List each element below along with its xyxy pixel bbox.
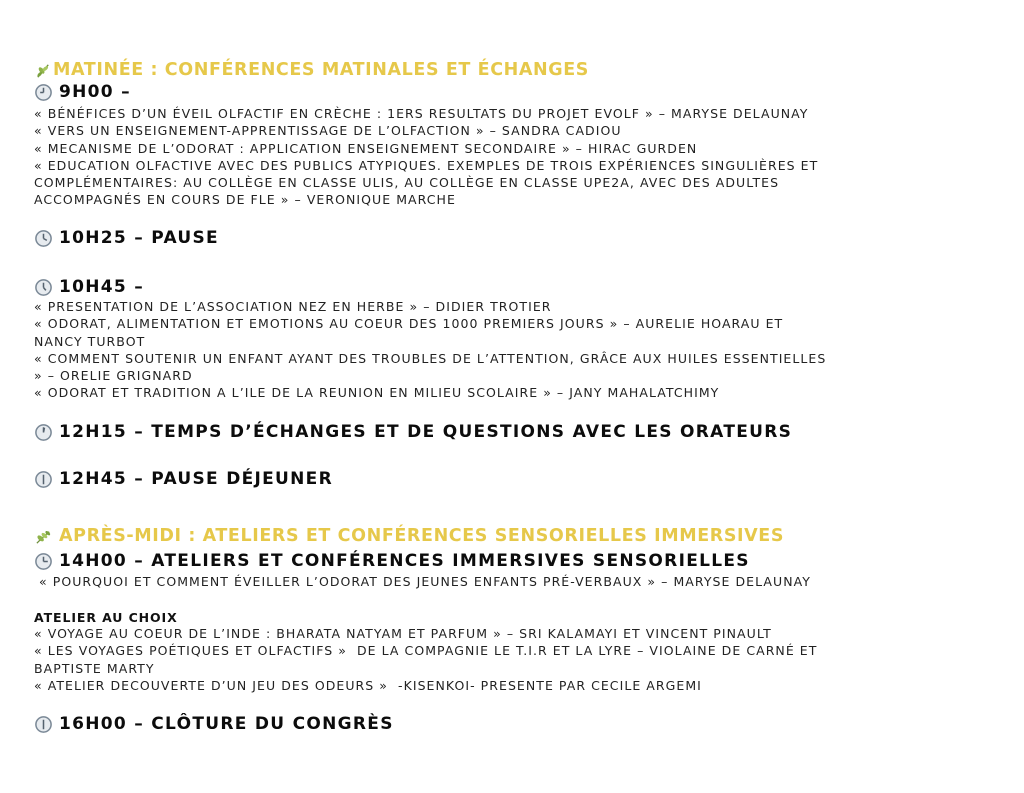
session-14h00-heading [34,551,750,571]
session-12h45-heading [34,469,333,489]
session-time: 9H00 – [59,82,131,102]
talk-line: « ODORAT ET TRADITION A L’ILE DE LA REUNION EN MILIEU SCOLAIRE » – JANY MAHALATCHIMY [34,385,720,401]
leaves-icon [34,527,53,546]
talk-line: COMPLÉMENTAIRES: AU COLLÈGE EN CLASSE ULIS, AU COLLÈGE EN CLASSE UPE2A, AVEC DES ADULTES [34,175,780,191]
talk-line: « EDUCATION OLFACTIVE AVEC DES PUBLICS ATYPIQUES. EXEMPLES DE TROIS EXPÉRIENCES SINGULIÈRES ET [34,157,819,173]
workshop-label: ATELIER AU CHOIX [34,610,178,625]
workshop-line: « ATELIER DECOUVERTE D’UN JEU DES ODEURS » -KISENKOI- PRESENTE PAR CECILE ARGEMI [34,677,702,693]
clock-icon [34,229,53,248]
session-9h00-talks [34,105,954,209]
workshop-line: « VOYAGE AU COEUR DE L’INDE : BHARATA NATYAM ET PARFUM » – SRI KALAMAYI ET VINCENT PINAULT [34,626,772,641]
session-time: 16H00 – CLÔTURE DU CONGRÈS [59,714,394,734]
session-time: 14H00 – ATELIERS ET CONFÉRENCES IMMERSIVES SENSORIELLES [59,551,750,571]
talk-line: « POURQUOI ET COMMENT ÉVEILLER L’ODORAT DES JEUNES ENFANTS PRÉ-VERBAUX » – MARYSE DELAUNAY [34,574,811,589]
session-14h00-talks [34,573,954,590]
session-10h25-heading [34,228,219,248]
talk-line: « BÉNÉFICES D’UN ÉVEIL OLFACTIF EN CRÈCHE : 1ERS RESULTATS DU PROJET EVOLF » – MARYSE DELAUNAY [34,106,809,121]
talk-line: » – ORELIE GRIGNARD [34,368,193,384]
talk-line: « VERS UN ENSEIGNEMENT-APPRENTISSAGE DE L’OLFACTION » – SANDRA CADIOU [34,123,622,139]
talk-line: ACCOMPAGNÉS EN COURS DE FLE » – VERONIQUE MARCHE [34,192,456,208]
session-12h15-heading [34,422,792,442]
talk-line: « PRESENTATION DE L’ASSOCIATION NEZ EN HERBE » – DIDIER TROTIER [34,299,552,314]
workshop-list [34,625,954,694]
workshop-line: BAPTISTE MARTY [34,660,155,676]
session-time: 10H45 – [59,277,145,297]
session-time: 12H15 – TEMPS D’ÉCHANGES ET DE QUESTIONS AVEC LES ORATEURS [59,422,793,442]
talk-line: NANCY TURBOT [34,333,146,349]
session-time: 10H25 – PAUSE [59,228,219,248]
herb-icon [34,61,53,80]
morning-title-text: MATINÉE : CONFÉRENCES MATINALES ET ÉCHANGES [53,60,590,80]
clock-icon [34,715,53,734]
clock-icon [34,552,53,571]
afternoon-title-text: APRÈS-MIDI : ATELIERS ET CONFÉRENCES SENSORIELLES IMMERSIVES [59,526,785,546]
morning-section-title [34,60,589,80]
session-time: 12H45 – PAUSE DÉJEUNER [59,469,333,489]
talk-line: « COMMENT SOUTENIR UN ENFANT AYANT DES TROUBLES DE L’ATTENTION, GRÂCE AUX HUILES ESSENTIELLES [34,350,827,366]
talk-line: « ODORAT, ALIMENTATION ET EMOTIONS AU COEUR DES 1000 PREMIERS JOURS » – AURELIE HOARAU ET [34,316,784,332]
session-10h45-talks [34,298,954,402]
clock-icon [34,470,53,489]
session-16h00-heading [34,714,394,734]
session-9h00-heading [34,82,131,102]
session-10h45-heading [34,277,144,297]
afternoon-section-title [34,526,784,546]
clock-icon [34,278,53,297]
clock-icon [34,83,53,102]
talk-line: « MECANISME DE L’ODORAT : APPLICATION ENSEIGNEMENT SECONDAIRE » – HIRAC GURDEN [34,140,698,156]
clock-icon [34,423,53,442]
workshop-line: « LES VOYAGES POÉTIQUES ET OLFACTIFS » DE LA COMPAGNIE LE T.I.R ET LA LYRE – VIOLAINE DE CARNÉ ET [34,643,818,659]
